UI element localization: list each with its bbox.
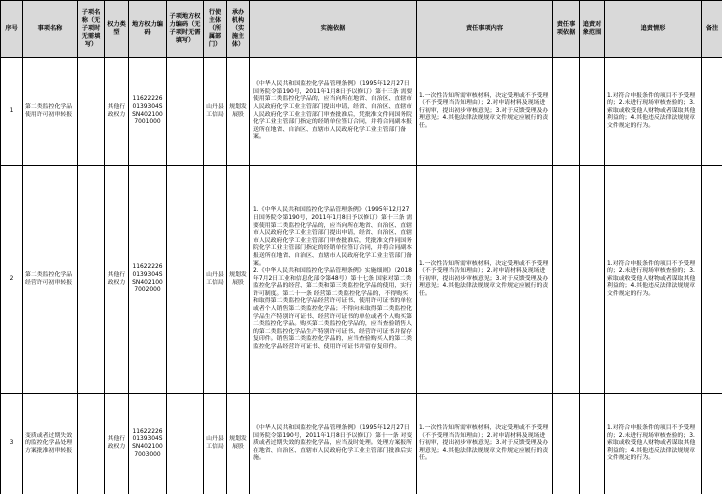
cell-seq: 1 [1,58,23,166]
header-subject: 行使主体（所属部门） [204,1,227,58]
header-basis: 实施依据 [250,1,417,58]
cell-resp: 1.一次性告知所需审核材料，决定受理或不予受理（不予受理当告知理由）；2.对申请材料及现场进行初审，提出初步审核意见；3.对于反馈受理及办理意见；4.其他法律法规规章文件规定应履行的责任。 [417,58,553,166]
cell-accountable [580,58,605,166]
header-row [1,1,722,58]
cell-item-name: 第二类监控化学品使用许可初审转报 [23,58,78,166]
cell-local-code: 11622226 0139304S SN402100 7003000 [129,394,167,494]
cell-punish: 1.对符合申报条件的项目不予受理的；2.未进行现场审核查验的；3.索取或收受他人财物或者谋取其他利益的；4.其他违反法律法规规章文件规定的行为。 [605,166,702,394]
cell-seq: 3 [1,394,23,494]
table-row [1,58,722,166]
cell-remark [702,58,722,166]
table-row [1,166,722,394]
cell-punish: 1.对符合申报条件的项目不予受理的；2.未进行现场审核查验的；3.索取或收受他人财物或者谋取其他利益的；4.其他违反法律法规规章文件规定的行为。 [605,58,702,166]
cell-power-type: 其他行政权力 [105,394,129,494]
header-resp-basis: 责任事项依据 [553,1,580,58]
cell-resp: 1.一次性告知所需审核材料，决定受理或不予受理（不予受理当告知理由）；2.对申请材料及现场进行初审，提出初步审核意见；3.对于反馈受理及办理意见；4.其他法律法规规章文件规定应履行的责任。 [417,166,553,394]
cell-resp-basis [553,394,580,494]
header-seq: 序号 [1,1,23,58]
cell-accountable [580,166,605,394]
cell-undertaker: 规划发展股 [227,166,250,394]
header-local-code: 地方权力编码 [129,1,167,58]
header-accountable: 追责对象范围 [580,1,605,58]
header-resp: 责任事项内容 [417,1,553,58]
cell-local-code: 11622226 0139304S SN402100 7001000 [129,58,167,166]
cell-undertaker: 规划发展股 [227,394,250,494]
cell-basis: 1.《中华人民共和国监控化学品管理条例》（1995年12月27日国务院令第190号，2011年1月8日予以修订）第十三条 需要使用第二类监控化学品的，应当向所在地省、自治区、直辖市人民政府化学工业主管部门提出申请，经省、自治区、直辖市人民政府化学工业主管部门审查批准后，凭批准文件同国务院化学工业主管部门指定的经销单位签订合同，并将合同副本报送所在地省、自治区、直辖市人民政府化学工业主管部门备案。 2.《中华人民共和国监控化学品管理条例》实施细则》（2018年7月2日工业和信息化部令第48号）第十七条 国家对第二类监控化学品的经营、第二类和第三类监控化学品的使用，实行许可制度。第二十一条 经营第二类监控化学品的，不得购买和取得第二类监控化学品经营许可证书、使用许可证书的单位或者个人销售第二类监控化学品；不得向未取得第二类监控化学品生产特别许可证书、经营许可证书的单位或者个人购买第二类监控化学品。购买第二类监控化学品的，应当查验销售人的第二类监控化学品生产特别许可证书、经营许可证书并留存复印件。销售第二类监控化学品的，应当查验购买人的第二类监控化学品经营许可证书、使用许可证书并留存复印件。 [250,166,417,394]
cell-resp-basis [553,58,580,166]
header-sub-item: 子项名称（无子项时无需填写） [78,1,105,58]
cell-power-type: 其他行政权力 [105,166,129,394]
cell-local-code: 11622226 0139304S SN402100 7002000 [129,166,167,394]
cell-subject: 山丹县工信局 [204,166,227,394]
cell-resp: 1.一次性告知所需审核材料，决定受理或不予受理（不予受理当告知理由）；2.对申请材料及现场进行初审，提出初步审核意见；3.对于反馈受理及办理意见；4.其他法律法规规章文件规定应履行的责任。 [417,394,553,494]
cell-sub-code [167,58,204,166]
cell-accountable [580,394,605,494]
header-power-type: 权力类型 [105,1,129,58]
cell-resp-basis [553,166,580,394]
header-undertaker: 承办机构（实施主体） [227,1,250,58]
cell-punish: 1.对符合申报条件的项目不予受理的；2.未进行现场审核查验的；3.索取或收受他人财物或者谋取其他利益的；4.其他违反法律法规规章文件规定的行为。 [605,394,702,494]
cell-sub-code [167,166,204,394]
table-row [1,394,722,494]
header-item-name: 事项名称 [23,1,78,58]
cell-item-name: 第二类监控化学品经营许可初审转报 [23,166,78,394]
cell-seq: 2 [1,166,23,394]
cell-subject: 山丹县工信局 [204,394,227,494]
cell-sub-code [167,394,204,494]
cell-basis: 《中华人民共和国监控化学品管理条例》（1995年12月27日国务院令第190号，2011年1月8日予以修订）第十一条 对变质或者过期失效的监控化学品，应当及时处理。处理方案报所在地省、自治区、直辖市人民政府化学工业主管部门批准后实施。 [250,394,417,494]
header-punish: 追责情形 [605,1,702,58]
cell-sub-item [78,166,105,394]
cell-sub-item [78,58,105,166]
cell-subject: 山丹县工信局 [204,58,227,166]
cell-item-name: 变质或者过期失效的监控化学品处理方案批准初审转报 [23,394,78,494]
cell-undertaker: 规划发展股 [227,58,250,166]
cell-remark [702,394,722,494]
header-sub-code: 子项地方权力编码（无子项时无需填写） [167,1,204,58]
cell-power-type: 其他行政权力 [105,58,129,166]
header-remark: 备注 [702,1,722,58]
cell-basis: 《中华人民共和国监控化学品管理条例》（1995年12月27日国务院令第190号，2011年1月8日予以修订）第十三条 需要使用第二类监控化学品的，应当向所在地省、自治区、直辖市人民政府化学工业主管部门提出申请，经省、自治区、直辖市人民政府化学工业主管部门审查批准后，凭批准文件同国务院化学工业主管部门指定的经销单位签订合同，并将合同副本报送所在地省、自治区、直辖市人民政府化学工业主管部门备案。 [250,58,417,166]
cell-sub-item [78,394,105,494]
cell-remark [702,166,722,394]
